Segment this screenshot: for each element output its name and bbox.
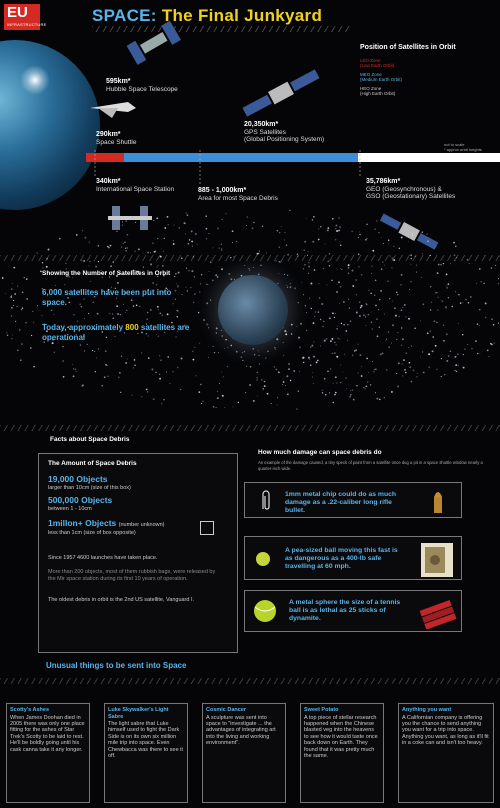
card-body: When James Doohan died in 2005 there was only one place fitting for the ashes of Star Trek's Scotty to be laid to rest. He'll be boldly going until his cask canna take it any longer. bbox=[10, 714, 85, 753]
card-title: Cosmic Dancer bbox=[206, 707, 247, 713]
page-title: SPACE: The Final Junkyard bbox=[92, 6, 323, 25]
paperclip-icon bbox=[259, 489, 273, 513]
damage-subtext: An example of the damage caused, a tiny speck of paint from a satellite once dug a pit in a space shuttle window nearly a quarter-inch wide. bbox=[258, 460, 483, 471]
unusual-card-cosmic-dancer bbox=[202, 703, 286, 803]
bullet-icon bbox=[430, 487, 446, 515]
separator-3 bbox=[0, 678, 500, 684]
safe-icon bbox=[415, 537, 459, 581]
legend-title: Position of Satellites in Orbit bbox=[360, 44, 456, 51]
card-body: A sculpture was sent into space to "investigate ... the advantages of integrating art into the living and working environment". bbox=[206, 714, 276, 747]
stat-satellites-operational: Today, approximately 800 satellites are operational bbox=[42, 323, 190, 342]
eu-logo: EU INFRASTRUCTURE bbox=[4, 4, 40, 30]
legend-meo: MEO Zone (Medium Earth Orbit) bbox=[360, 72, 403, 82]
damage-heading: How much damage can space debris do bbox=[258, 449, 382, 456]
damage-text-pea: A pea-sized ball moving this fast is as dangerous as a 400-lb safe travelling at 60 mph. bbox=[285, 547, 398, 570]
facts-heading: Facts about Space Debris bbox=[50, 436, 130, 443]
earth-globe bbox=[218, 275, 288, 345]
card-body: A top piece of stellar research happened when the Chinese blasted veg into the heavens to see how it would taste once back down on Earth. They found that it was pretty much the same. bbox=[304, 714, 378, 759]
orbit-label-gps: 20,350km* GPS Satellites (Global Positioning System) bbox=[244, 121, 325, 143]
unusual-card-sweet-potato bbox=[300, 703, 384, 803]
damage-card-tennis bbox=[244, 590, 462, 632]
orbit-label-iss: 340km* International Space Station bbox=[96, 178, 175, 193]
debris-count-large-desc: larger than 10cm (size of this box) bbox=[48, 485, 131, 491]
debris-count-medium-desc: between 1 - 10cm bbox=[48, 506, 92, 512]
orbit-label-hubble: 595km* Hubble Space Telescope bbox=[106, 78, 178, 93]
facts-panel-title: The Amount of Space Debris bbox=[48, 460, 137, 467]
card-body: The light sabre that Luke himself used to fight the Dark Side is on its own six million mile trip into space. Even Chewbacca was there to see it off. bbox=[108, 721, 183, 760]
card-title: Sweet Potato bbox=[304, 707, 339, 713]
debris-count-small: 1millon+ Objects (number unknown) bbox=[48, 518, 165, 528]
orbit-markers bbox=[0, 150, 500, 190]
stat-satellites-launched: 6,000 satellites have been put into space. bbox=[42, 288, 172, 307]
dynamite-icon bbox=[417, 595, 457, 629]
card-body: A Californian company is offering you the chance to send anything you want for a trip into space. Anything you want, as long as it'll fit in a coke can and isn't too heavy. bbox=[402, 714, 489, 747]
fact-launches: Since 1957 4600 launches have taken place. bbox=[48, 555, 158, 561]
gps-satellite-icon bbox=[242, 68, 321, 119]
damage-card-pea bbox=[244, 536, 462, 580]
card-title: Anything you want bbox=[402, 707, 452, 713]
damage-card-chip bbox=[244, 482, 462, 518]
hubble-telescope-icon bbox=[127, 21, 181, 65]
unusual-card-scotty bbox=[6, 703, 90, 803]
pea-ball-icon bbox=[255, 551, 271, 567]
separator-2 bbox=[0, 425, 500, 431]
size-box bbox=[200, 521, 214, 535]
orbit-label-geo: 35,786km* GEO (Geosynchronous) & GSO (Geostationary) Satellites bbox=[366, 178, 456, 200]
scale-note: not to scale * approx orbit heights bbox=[444, 142, 482, 152]
legend-heo: HEO Zone (High Earth Orbit) bbox=[360, 86, 396, 96]
damage-text-tennis: A metal sphere the size of a tennis ball is as lethal as 25 sticks of dynamite. bbox=[289, 599, 401, 622]
debris-count-medium: 500,000 Objects bbox=[48, 495, 113, 505]
legend-leo: LEO Zone (Low Earth Orbit) bbox=[360, 58, 395, 68]
unusual-heading: Unusual things to be sent into Space bbox=[46, 661, 187, 670]
space-shuttle-icon bbox=[90, 102, 136, 118]
fact-mir: More than 200 objects, most of them rubbish bags, were released by the Mir space station during its first 10 years of operation. bbox=[48, 569, 216, 582]
damage-text-chip: 1mm metal chip could do as much damage as a .22-caliber long rifle bullet. bbox=[285, 491, 397, 514]
unusual-card-anything bbox=[398, 703, 494, 803]
tennis-ball-icon bbox=[253, 599, 277, 623]
orbit-label-debris: 885 - 1,000km* Area for most Space Debris bbox=[198, 187, 278, 202]
debris-count-small-desc: less than 1cm (size of box opposite) bbox=[48, 530, 136, 536]
fact-vanguard: The oldest debris in orbit is the 2nd US satellite, Vanguard I. bbox=[48, 597, 195, 603]
card-title: Scotty's Ashes bbox=[10, 707, 50, 713]
card-title: Luke Skywalker's Light Sabre bbox=[108, 707, 169, 720]
unusual-card-lightsabre bbox=[104, 703, 188, 803]
orbit-label-shuttle: 290km* Space Shuttle bbox=[96, 131, 137, 146]
debris-count-large: 19,000 Objects bbox=[48, 474, 108, 484]
orbit-section-heading: Showing the Number of Satellites in Orbit bbox=[42, 270, 171, 277]
